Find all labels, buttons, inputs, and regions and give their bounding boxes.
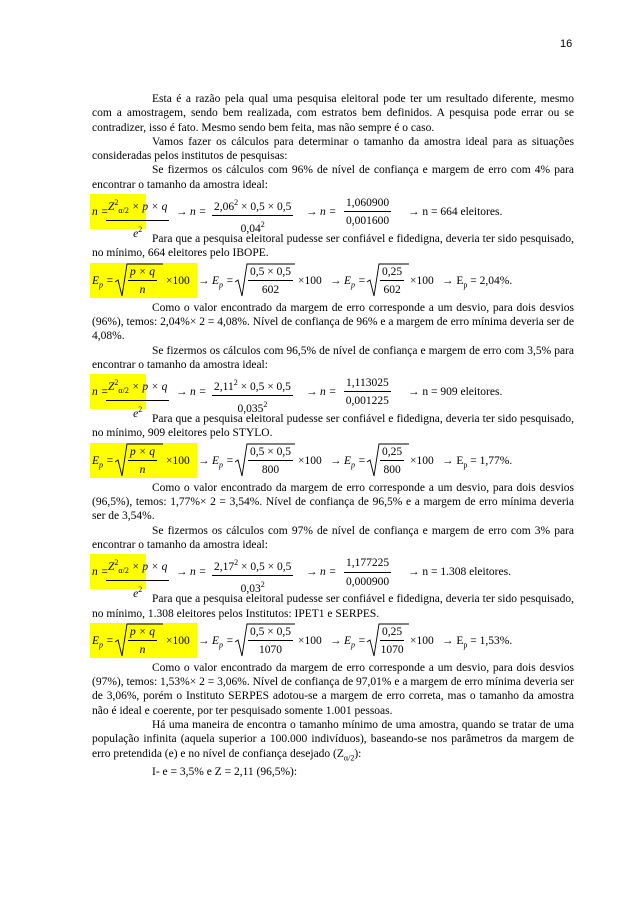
n-value: 602 (383, 283, 401, 296)
pq-values: 0,5 × 0,5 (250, 265, 291, 278)
ep-subscript: p (463, 460, 468, 470)
ep-symbol (92, 634, 114, 653)
general-fraction-denominator (106, 581, 169, 601)
ep-subscript: p (351, 279, 356, 289)
z-subscript: α/2 (118, 386, 129, 396)
ep-subscript: p (219, 640, 224, 650)
result-value: = 2,04%. (467, 274, 513, 287)
e-symbol: e (133, 587, 139, 600)
n-symbol: n (139, 644, 146, 657)
computed-fraction-denominator (380, 461, 404, 477)
ep-subscript: p (219, 460, 224, 470)
pq-values: × 0,5 × 0,5 (237, 380, 291, 393)
numerator-value: 0,25 (382, 445, 403, 458)
computed-fraction (380, 625, 404, 658)
z-exponent: 2 (114, 198, 119, 208)
substituted-fraction-denominator (212, 576, 293, 596)
substituted-fraction-denominator (248, 281, 293, 297)
paragraph: Vamos fazer os cálculos para determinar o tamanho da amostra ideal para as situações consideradas pelos institutos de pesquisas: (92, 135, 574, 163)
ep-letter: E (344, 454, 352, 467)
general-fraction-numerator (106, 376, 169, 400)
document-body (92, 92, 574, 780)
ep-letter: E (212, 274, 220, 287)
general-fraction-denominator (106, 401, 169, 421)
substituted-fraction (212, 556, 293, 596)
equals: = (103, 274, 114, 287)
z-subscript: α/2 (118, 566, 129, 576)
ep-symbol (212, 274, 234, 293)
substituted-fraction (248, 265, 293, 298)
e-value: 0,035 (237, 403, 264, 416)
paragraph: Como o valor encontrado da margem de erro corresponde a um desvio, para dois desvios (96,5%), temos: 1,77%× 2 = 3,54%. Nível de confiança de 96,5% e a margem de erro mínima deveria ser de 3,54%. (92, 481, 574, 523)
paragraph: Se fizermos os cálculos com 96% de nível de confiança e margem de erro com 4% para encontrar o tamanho da amostra ideal: (92, 164, 574, 191)
e-symbol: e (133, 407, 139, 420)
equals: = (103, 454, 114, 467)
equals: = (355, 634, 366, 647)
pq-term: p × q (130, 265, 156, 278)
substituted-fraction-denominator (212, 396, 293, 416)
n-symbol: n = (190, 206, 207, 219)
e-exponent: 2 (260, 580, 265, 590)
ep-letter: E (92, 454, 100, 467)
result-value: = 1,77%. (467, 454, 513, 467)
n-symbol: n = (320, 206, 337, 219)
paragraph: I- e = 3,5% e Z = 2,11 (96,5%): (152, 766, 298, 779)
times-100: ×100 (410, 274, 434, 287)
sample-size-formula (92, 373, 574, 420)
z-exponent: 2 (114, 378, 119, 388)
substituted-fraction-numerator (212, 196, 293, 216)
arrow-symbol: → (306, 386, 318, 399)
result-lead: → E (442, 274, 464, 287)
substituted-fraction-numerator (212, 376, 293, 396)
pq-values: × 0,5 × 0,5 (238, 200, 292, 213)
general-fraction-denominator (106, 221, 169, 241)
computed-fraction (344, 376, 391, 409)
general-fraction (106, 556, 169, 601)
arrow-symbol: → (306, 206, 318, 219)
n-value: 800 (261, 464, 280, 477)
n-value: 1070 (380, 644, 404, 657)
z-subscript: α/2 (118, 206, 129, 216)
paragraph (92, 718, 574, 765)
n-symbol: n = (92, 386, 109, 399)
equals: = (355, 454, 366, 467)
equals: = (223, 274, 234, 287)
sample-size-formula (92, 553, 574, 600)
n-symbol: n (139, 464, 146, 477)
z-exponent: 2 (233, 378, 238, 388)
ep-subscript: p (351, 460, 356, 470)
arrow-symbol: → (176, 386, 188, 399)
substituted-fraction-numerator (248, 625, 293, 641)
general-fraction-numerator (128, 265, 157, 281)
paragraph: Se fizermos os cálculos com 96,5% de nível de confiança e margem de erro com 3,5% para encontrar o tamanho da amostra ideal: (92, 344, 574, 371)
n-symbol: n = (92, 566, 109, 579)
substituted-fraction-numerator (248, 265, 293, 281)
computed-fraction-denominator (344, 212, 391, 228)
e-exponent: 2 (138, 584, 143, 594)
substituted-fraction-denominator (248, 461, 293, 477)
general-fraction-numerator (106, 196, 169, 220)
n-symbol: n = (190, 566, 207, 579)
general-fraction-denominator (128, 461, 157, 477)
ep-subscript: p (463, 279, 468, 289)
n-symbol: n = (92, 206, 109, 219)
computed-fraction-numerator (344, 196, 391, 212)
paragraph: Para que a pesquisa eleitoral pudesse ser confiável e fidedigna, deveria ter sido pesquisado, no mínimo, 664 eleitores pelo IBOPE. (92, 233, 574, 260)
error-margin-result (442, 274, 512, 293)
pq-values: 0,5 × 0,5 (250, 445, 291, 458)
equals: = (355, 274, 366, 287)
arrow-symbol: → (198, 634, 210, 647)
times-100: ×100 (410, 634, 434, 647)
general-fraction-numerator (128, 445, 157, 461)
arrow-symbol: → (198, 454, 210, 467)
ep-letter: E (212, 454, 220, 467)
result-value: = 1,53%. (467, 634, 513, 647)
computed-fraction (380, 265, 404, 298)
z-symbol: Z (108, 380, 115, 393)
z-exponent: 2 (114, 558, 119, 568)
e-value: 0,04 (240, 223, 261, 236)
ep-symbol (344, 634, 366, 653)
arrow-symbol: → (330, 634, 342, 647)
numerator-value: 1,177225 (346, 557, 390, 570)
paragraph: Como o valor encontrado da margem de erro corresponde a um desvio, para dois desvios (96%), temos: 2,04%× 2 = 4,08%. Nível de confiança de 96% e a margem de erro mínima deveria ser de 4,08%. (92, 301, 574, 343)
error-margin-formula (92, 442, 574, 479)
computed-fraction (344, 196, 391, 229)
times-100: ×100 (410, 454, 434, 467)
paragraph-text: Há uma maneira de encontra o tamanho mínimo de uma amostra, quando se tratar de uma população infinita (aquela superior a 100.000 indivíduos), baseando-se nos parâmetros da margem de erro pretendida (e) e no nível de confiança desejado (Z (92, 719, 574, 760)
general-fraction (128, 625, 157, 658)
times-100: ×100 (166, 454, 190, 467)
substituted-fraction-numerator (212, 556, 293, 576)
error-margin-formula (92, 622, 574, 659)
numerator-value: 1,113025 (346, 377, 389, 390)
ep-symbol (92, 454, 114, 473)
pq-term: p × q (130, 625, 156, 638)
general-fraction (106, 376, 169, 421)
ep-letter: E (92, 274, 100, 287)
e-exponent: 2 (138, 224, 143, 234)
general-fraction-numerator (128, 625, 157, 641)
ep-subscript: p (99, 640, 104, 650)
z-symbol: Z (108, 561, 115, 574)
z-symbol: Z (108, 200, 115, 213)
sample-size-formula (92, 193, 574, 240)
computed-fraction-numerator (380, 625, 404, 641)
paragraph: Se fizermos os cálculos com 97% de nível de confiança e margem de erro com 3% para encontrar o tamanho da amostra ideal: (92, 524, 574, 551)
computed-fraction-numerator (344, 556, 391, 572)
e-symbol: e (133, 227, 139, 240)
ep-letter: E (344, 634, 352, 647)
substituted-fraction-denominator (212, 216, 293, 236)
paragraph: Para que a pesquisa eleitoral pudesse ser confiável e fidedigna, deveria ter sido pesquisado, no mínimo, 909 eleitores pelo STYLO. (92, 413, 574, 440)
computed-fraction-numerator (380, 445, 404, 461)
n-value: 800 (383, 464, 401, 477)
pq-term: × p × q (128, 380, 168, 393)
error-margin-formula (92, 262, 574, 299)
paragraph: Como o valor encontrado da margem de erro corresponde a um desvio, para dois desvios (97%), temos: 1,53%× 2 = 3,06%. Nível de confiança de 97,01% e a margem de erro mínima deveria ser de 3,06%, porém o Instituto SERPES adotou-se a margem de erro correta, mas o tamanho da amostra não é ideal e coerente, por ter pesquisado somente 1.001 pessoas. (92, 661, 574, 717)
general-fraction (128, 265, 157, 298)
e-exponent: 2 (138, 404, 143, 414)
ep-subscript: p (463, 640, 468, 650)
n-symbol: n = (320, 566, 337, 579)
ep-symbol (344, 274, 366, 293)
n-symbol: n (139, 283, 146, 296)
z-value: 2,17 (214, 561, 235, 574)
ep-subscript: p (351, 640, 356, 650)
arrow-symbol: → (330, 274, 342, 287)
substituted-fraction-denominator (248, 641, 293, 657)
n-symbol: n = (320, 386, 337, 399)
pq-term: × p × q (128, 561, 168, 574)
sample-size-result: → n = 664 eleitores. (408, 206, 503, 219)
numerator-value: 0,25 (382, 625, 403, 638)
n-value: 602 (261, 283, 280, 296)
times-100: ×100 (298, 274, 322, 287)
e-value: 0,03 (240, 583, 261, 596)
denominator-value: 0,000900 (346, 575, 390, 588)
e-exponent: 2 (263, 400, 268, 410)
paragraph: Para que a pesquisa eleitoral pudesse ser confiável e fidedigna, deveria ter sido pesquisado, no mínimo, 1.308 eleitores pelos Institutos: IPET1 e SERPES. (92, 593, 574, 620)
z-exponent: 2 (234, 198, 239, 208)
substituted-fraction (212, 196, 293, 236)
error-margin-result (442, 454, 512, 473)
pq-term: p × q (130, 445, 156, 458)
times-100: ×100 (166, 274, 190, 287)
ep-letter: E (92, 634, 100, 647)
pq-values: × 0,5 × 0,5 (238, 561, 292, 574)
result-lead: → E (442, 634, 464, 647)
z-exponent: 2 (234, 558, 239, 568)
ep-subscript: p (219, 279, 224, 289)
computed-fraction-denominator (344, 573, 391, 589)
result-lead: → E (442, 454, 464, 467)
equals: = (223, 634, 234, 647)
pq-values: 0,5 × 0,5 (250, 625, 291, 638)
equals: = (103, 634, 114, 647)
computed-fraction-numerator (344, 376, 391, 392)
error-margin-result (442, 634, 512, 653)
paragraph: Esta é a razão pela qual uma pesquisa eleitoral pode ter um resultado diferente, mesmo com a amostragem, sendo bem realizada, com estratos bem definidos. A pesquisa pode errar ou se contradizer, isso é fato. Mesmo sendo bem feita, mas não sempre é o caso. (92, 93, 574, 134)
times-100: ×100 (166, 634, 190, 647)
paragraph-text-end: ): (354, 747, 362, 760)
arrow-symbol: → (176, 206, 188, 219)
numerator-value: 1,060900 (346, 197, 390, 210)
substituted-fraction (212, 376, 293, 416)
general-fraction-numerator (106, 556, 169, 580)
n-value: 1070 (259, 644, 282, 657)
page-number: 16 (560, 38, 573, 50)
substituted-fraction-numerator (248, 445, 293, 461)
ep-subscript: p (99, 279, 104, 289)
equals: = (223, 454, 234, 467)
substituted-fraction (248, 625, 293, 658)
computed-fraction-denominator (380, 281, 404, 297)
denominator-value: 0,001600 (346, 215, 390, 228)
times-100: ×100 (298, 634, 322, 647)
arrow-symbol: → (306, 566, 318, 579)
times-100: ×100 (298, 454, 322, 467)
pq-term: × p × q (128, 200, 168, 213)
arrow-symbol: → (198, 274, 210, 287)
sample-size-result: → n = 909 eleitores. (408, 386, 503, 399)
substituted-fraction (248, 445, 293, 478)
sample-size-result: → n = 1.308 eleitores. (408, 566, 511, 579)
ep-symbol (344, 454, 366, 473)
ep-subscript: p (99, 460, 104, 470)
ep-letter: E (212, 634, 220, 647)
e-exponent: 2 (260, 220, 265, 230)
ep-letter: E (344, 274, 352, 287)
numerator-value: 0,25 (382, 265, 403, 278)
ep-symbol (212, 454, 234, 473)
z-value: 2,06 (214, 200, 235, 213)
general-fraction-denominator (128, 641, 157, 657)
computed-fraction (344, 556, 391, 589)
general-fraction (128, 445, 157, 478)
z-value: 2,11 (214, 380, 234, 393)
computed-fraction-denominator (380, 641, 404, 657)
computed-fraction-denominator (344, 392, 391, 408)
z-subscript: α/2 (343, 752, 355, 762)
ep-symbol (92, 274, 114, 293)
n-symbol: n = (190, 386, 207, 399)
computed-fraction-numerator (380, 265, 404, 281)
arrow-symbol: → (176, 566, 188, 579)
general-fraction-denominator (128, 281, 157, 297)
computed-fraction (380, 445, 404, 478)
general-fraction (106, 196, 169, 241)
denominator-value: 0,001225 (345, 395, 389, 408)
arrow-symbol: → (330, 454, 342, 467)
ep-symbol (212, 634, 234, 653)
